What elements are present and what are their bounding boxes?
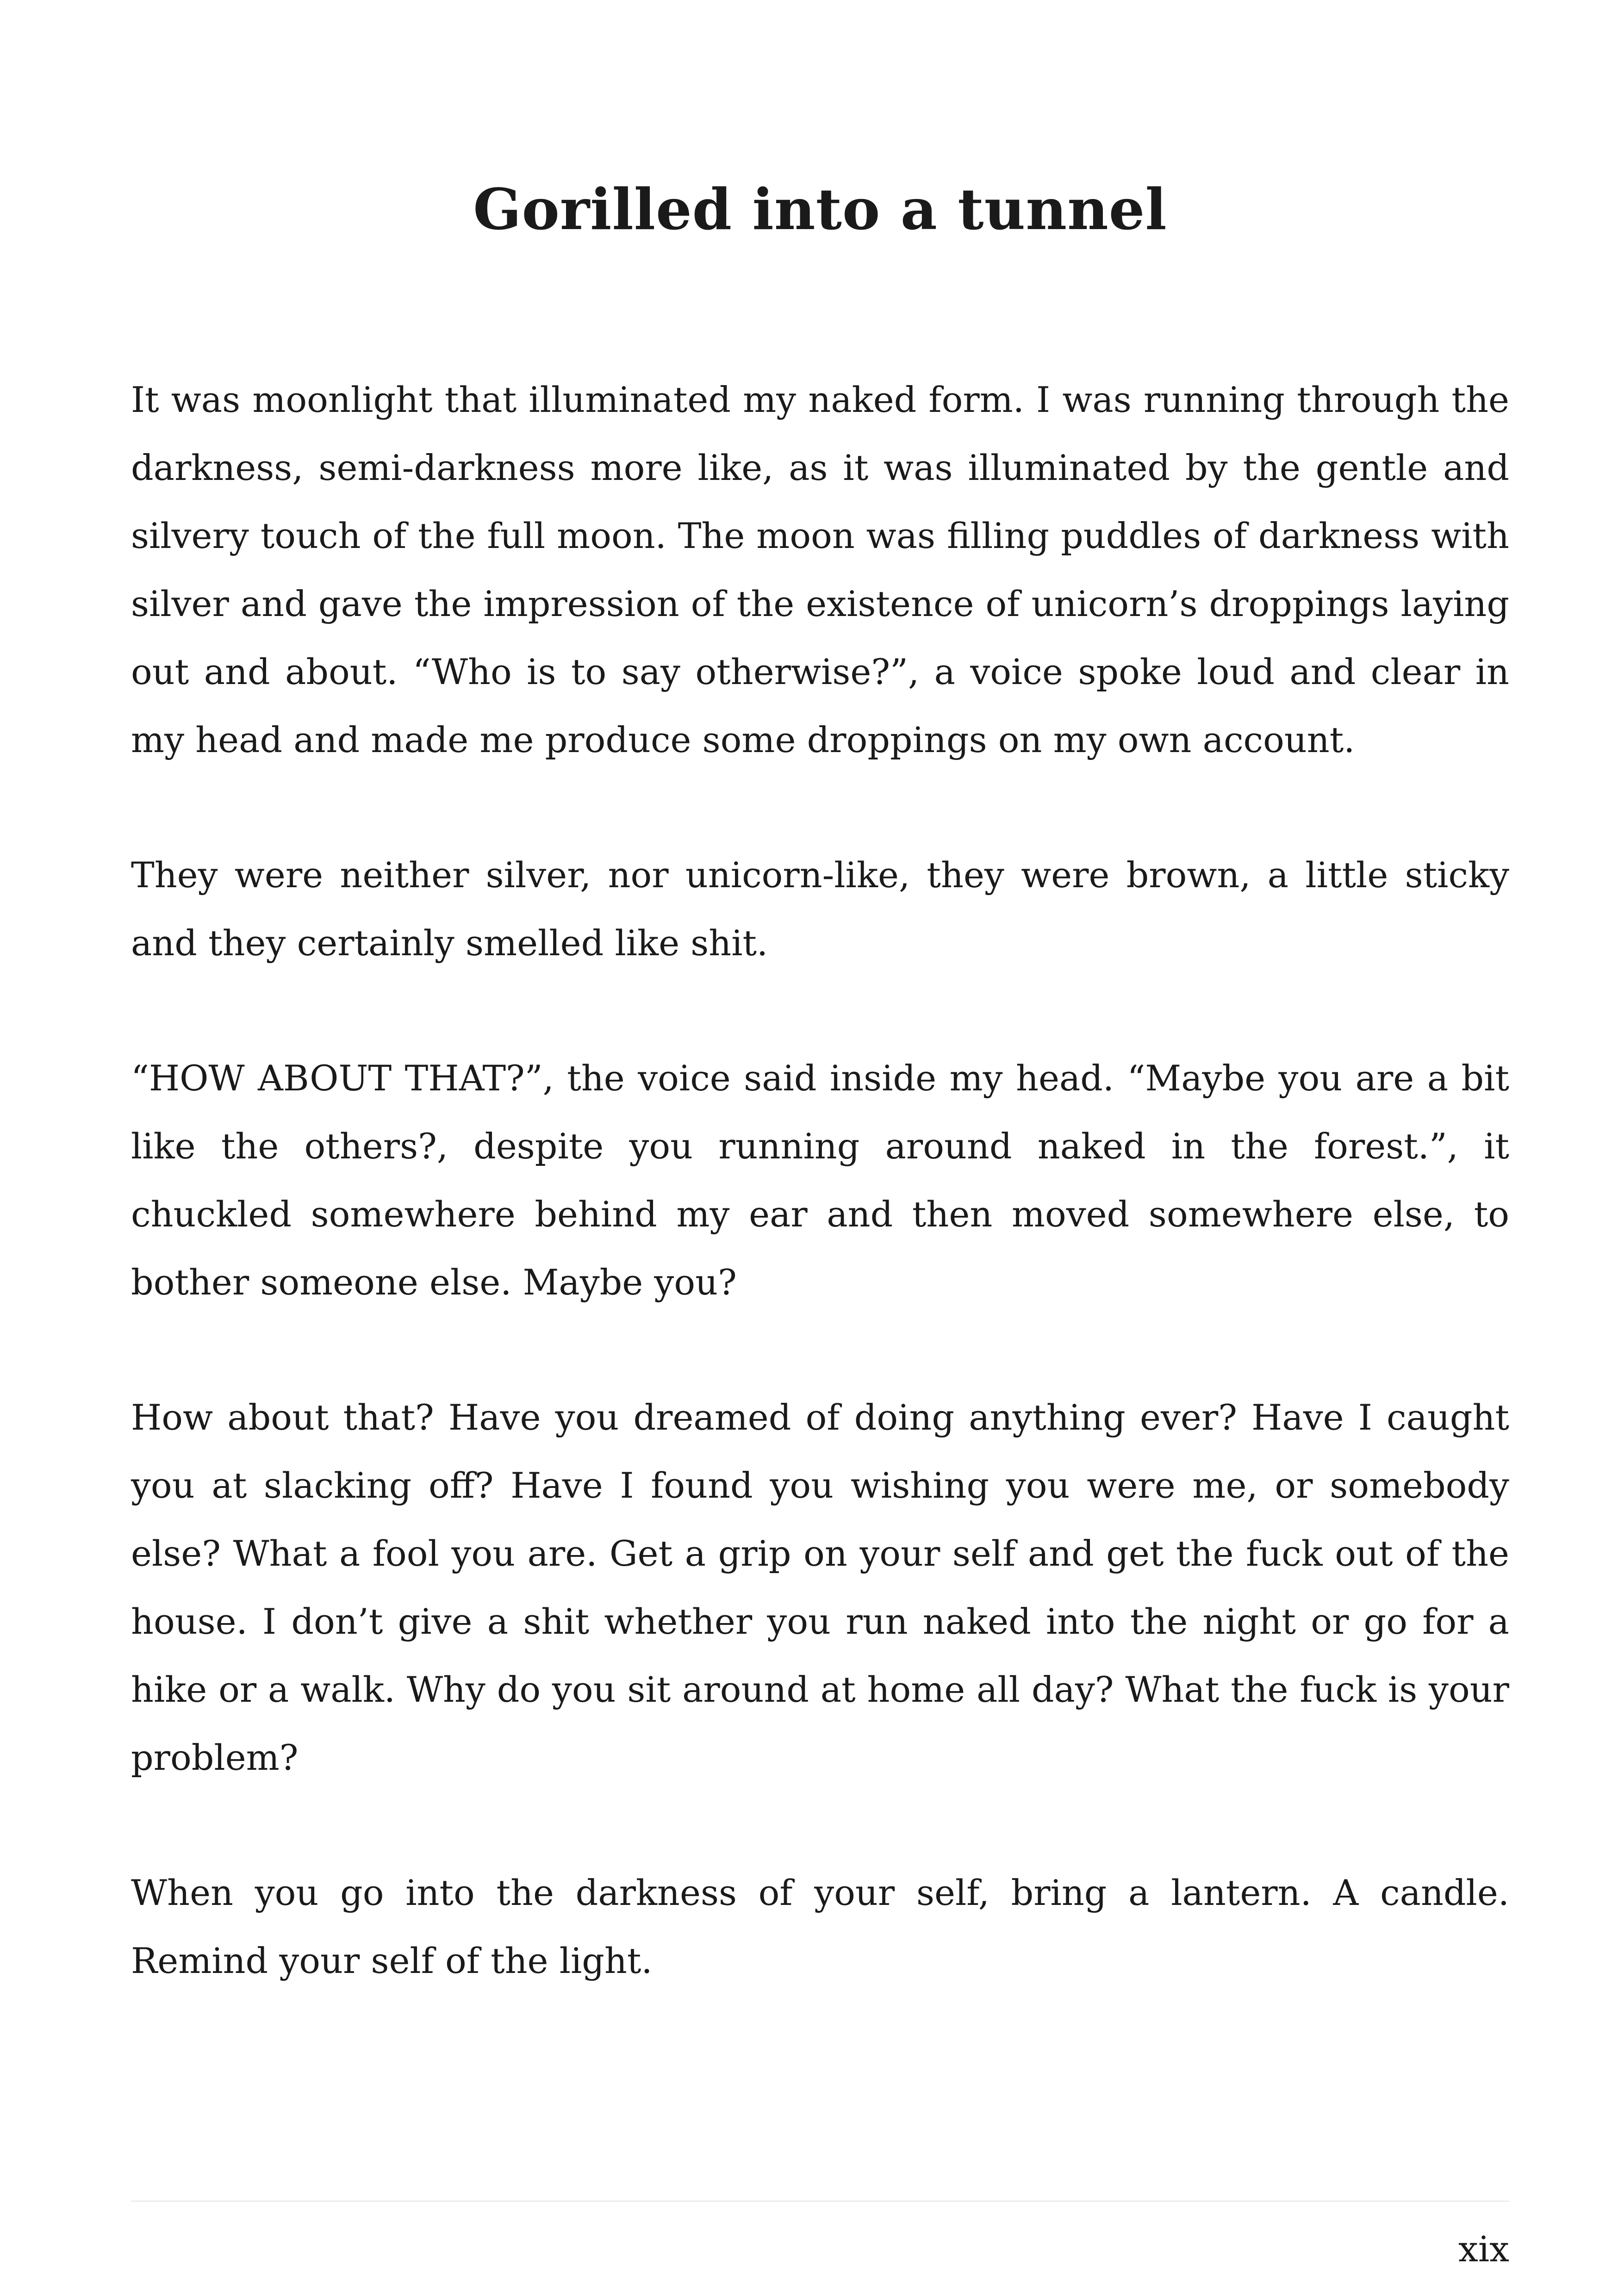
paragraph: It was moonlight that illuminated my naked form. I was running through the darkness, semi-darkness more like, as it was illuminated by the gentle and silvery touch of the full moon. The moon was filling puddles of darkness with silver and gave the impression of the existence of unicorn’s droppings laying out and about. “Who is to say otherwise?”, a voice spoke loud and clear in my head and made me produce some droppings on my own account. (131, 379, 1509, 760)
chapter-body (131, 366, 1509, 2062)
chapter-title: Gorilled into a tunnel (473, 176, 1167, 243)
footer-divider (131, 2201, 1509, 2202)
paragraph: They were neither silver, nor unicorn-like, they were brown, a little sticky and they certainly smelled like shit. (131, 854, 1509, 964)
paragraph: When you go into the darkness of your self, bring a lantern. A candle. Remind your self of the light. (131, 1872, 1509, 1981)
book-page (131, 0, 1509, 2296)
paragraph: “HOW ABOUT THAT?”, the voice said inside my head. “Maybe you are a bit like the others?, despite you running around naked in the forest.”, it chuckled somewhere behind my ear and then moved somewhere else, to bother someone else. Maybe you? (131, 1058, 1509, 1303)
paragraph: How about that? Have you dreamed of doing anything ever? Have I caught you at slacking off? Have I found you wishing you were me, or somebody else? What a fool you are. Get a grip on your self and get the fuck out of the house. I don’t give a shit whether you run naked into the night or go for a hike or a walk. Why do you sit around at home all day? What the fuck is your problem? (131, 1397, 1509, 1778)
page-number: xix (1458, 2228, 1509, 2270)
